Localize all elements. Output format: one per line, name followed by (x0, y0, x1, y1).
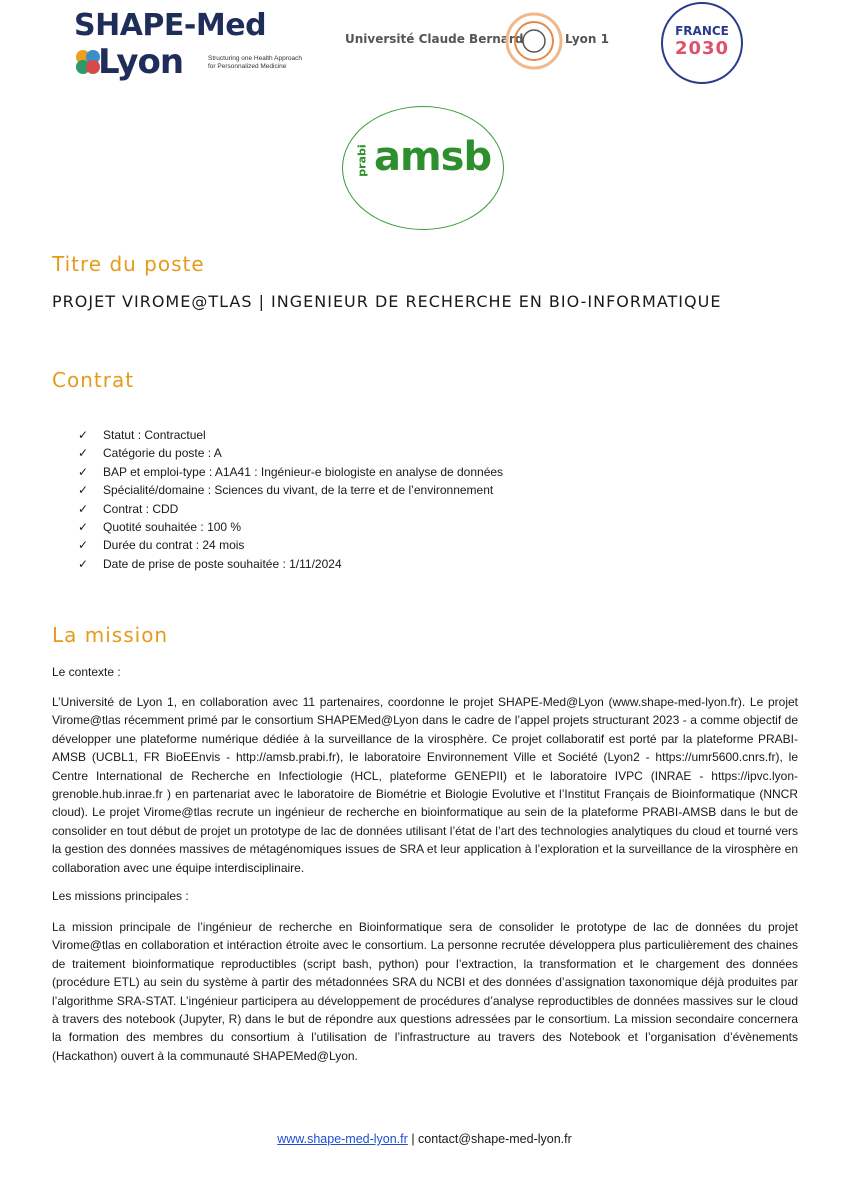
missions-label: Les missions principales : (52, 889, 189, 903)
amsb-text: amsb (374, 134, 492, 180)
list-item: ✓ Contrat : CDD (78, 501, 179, 516)
check-icon: ✓ (78, 464, 89, 479)
prabi-text: prabi (355, 144, 369, 177)
year-text: 2030 (674, 38, 730, 59)
shape-med-lyon-logo (72, 8, 302, 82)
mission-heading: La mission (52, 623, 169, 647)
check-icon: ✓ (78, 428, 89, 442)
check-icon: ✓ (78, 446, 89, 461)
check-icon: ✓ (78, 538, 89, 553)
list-item: ✓ Catégorie du poste : A (78, 446, 222, 461)
missions-text: La mission principale de l’ingénieur de recherche en Bioinformatique sera de consolider le prototype de lac de données du projet Virome@tlas en collaboration et intéraction étroite avec le consortium. La personne recrutée développera plus particulièrement des chaines de traitement bioinformatique reproductibles (script bash, python) pour l’extraction, la transformation et le chargement des données (procédure ETL) au sein du système à partir des métadonnées SRA du NCBI et des données d’assignation taxonomique déjà produites par l’algorithme SRA-STAT. L’ingénieur participera au développement de procédures d’analyse reproductibles de données massives sur le cloud à travers des notebook (Jupyter, R) dans le but de répondre aux questions adressées par le consortium. La mission secondaire concernera la formation des membres du consortium à l’utilisation de l’infrastructure au travers des Notebook et l’organisation d’évènements (Hackathon) ouvert à la communauté SHAPEMed@Lyon. (52, 920, 798, 1063)
context-text: L’Université de Lyon 1, en collaboration avec 11 partenaires, coordonne le projet SHAPE-Med@Lyon (www.shape-med-lyon.fr). Le projet Virome@tlas récemment primé par le consortium SHAPEMed@Lyon dans le cadre de l’appel projets structurant 2023 - a comme objectif de développer une plateforme numérique dédiée à la surveillance de la virosphère. Ce projet collaboratif est porté par la plateforme PRABI-AMSB (UCBL1, FR BioEEnvis - http://amsb.prabi.fr), le laboratoire Environnement Ville et Société (Lyon2 - https://umr5600.cnrs.fr), le Centre International de Recherche en Infectiologie (HCL, plateforme GENEPII) et le laboratoire IVPC (INRAE - https://ipvc.lyon-grenoble.hub.inrae.fr ) en partenariat avec le laboratoire de Biométrie et Biologie Evolutive et l’Institut Français de Bioinformatique (NNCR cloud). Le projet Virome@tlas recrute un ingénieur de recherche en bioinformatique au sein de la plateforme PRABI-AMSB dans le but de consolider en tout début de projet un prototype de lac de données utilisant l’état de l’art des technologies analytiques du cloud et tourné vers la gestion des données massives de métagénomiques issues de SRA et leur application à l’exploration et la surveillance de la virosphère en collaboration avec une équipe interdisciplinaire. (52, 695, 798, 875)
footer-email: contact@shape-med-lyon.fr (418, 1132, 572, 1146)
context-label: Le contexte : (52, 665, 121, 679)
list-item: ✓ Quotité souhaitée : 100 % (78, 519, 242, 534)
footer (0, 1132, 849, 1146)
prabi-amsb-logo (342, 106, 504, 230)
france-2030-logo (661, 2, 749, 90)
list-item: ✓ Spécialité/domaine : Sciences du vivant, de la terre et de l’environnement (78, 483, 494, 498)
list-item: ✓ Statut : Contractuel (78, 428, 206, 442)
contract-list (78, 426, 503, 573)
check-icon: ✓ (78, 483, 89, 498)
post-title: PROJET VIROME@TLAS | INGENIEUR DE RECHERCHE EN BIO-INFORMATIQUE (52, 292, 722, 311)
ucbl-emblem-icon (505, 10, 563, 72)
footer-separator: | (411, 1132, 415, 1146)
logo-title: SHAPE-Med (74, 8, 267, 43)
check-icon: ✓ (78, 501, 89, 516)
logo-tagline: Structuring one Health Approach for Personnalized Medicine (208, 55, 302, 70)
logo-lyon: Lyon (98, 42, 184, 82)
check-icon: ✓ (78, 556, 89, 571)
ucbl-lyon1: Lyon 1 (565, 32, 609, 46)
list-item: ✓ BAP et emploi-type : A1A41 : Ingénieur-e biologiste en analyse de données (78, 464, 504, 479)
title-heading: Titre du poste (52, 252, 205, 276)
website-link[interactable]: www.shape-med-lyon.fr (277, 1132, 408, 1146)
contract-heading: Contrat (52, 368, 135, 392)
list-item: ✓ Date de prise de poste souhaitée : 1/11/2024 (78, 556, 342, 571)
ucbl-name: Université Claude Bernard (345, 32, 524, 46)
check-icon: ✓ (78, 519, 89, 534)
list-item: ✓ Durée du contrat : 24 mois (78, 538, 245, 553)
france-text: FRANCE (675, 24, 729, 38)
ucbl-logo (345, 10, 609, 72)
